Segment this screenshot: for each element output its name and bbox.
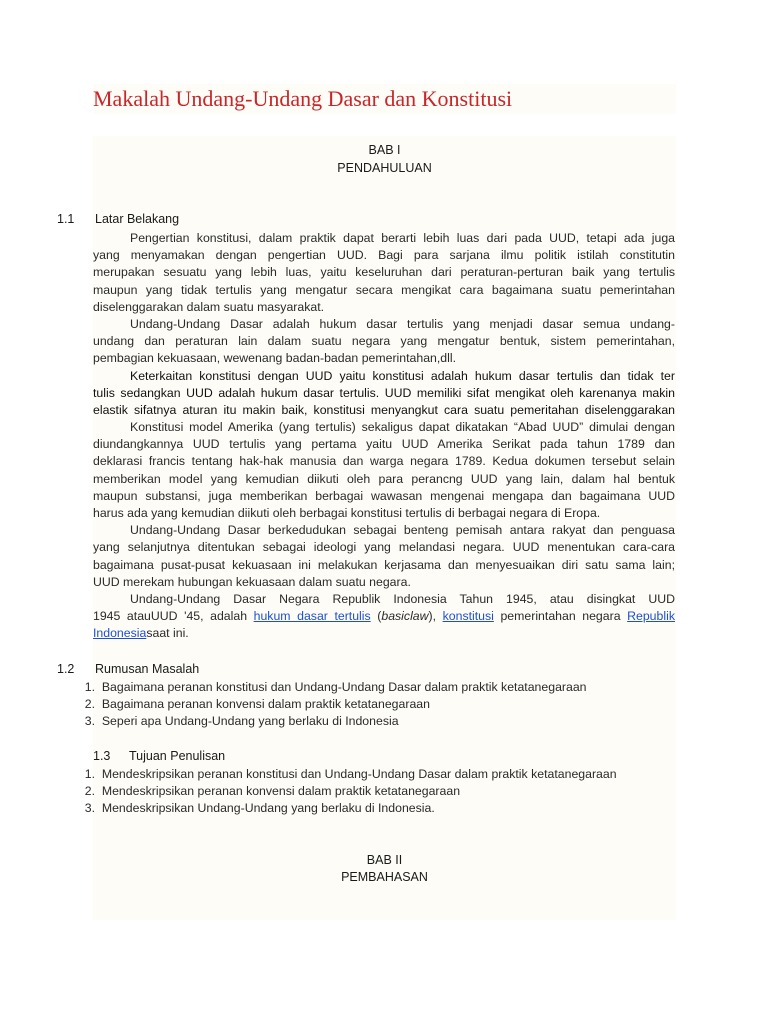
section-1-3-heading [93, 748, 225, 765]
text-line: bagaimana pusat-pusat kekuasaan ini melakukan kerjasama dan menyesuaikan diri satu sama lain; [93, 557, 675, 572]
chapter-1-title: PENDAHULUAN [337, 161, 432, 175]
text-run: ( [370, 609, 382, 624]
text-line: UUD merekam hubungan kekuasaan dalam suatu negara. [93, 574, 411, 589]
list-text: Bagaimana peranan konvensi dalam praktik ketatanegaraan [101, 697, 430, 712]
list-number: 2. [84, 697, 95, 712]
text-line: tulis sedangkan UUD adalah hukum dasar tertulis. UUD memiliki sifat mengikat oleh karenanya makin [93, 385, 675, 400]
text-line: yang selanjutnya ditentukan sebagai ideologi yang melandasi negara. UUD menentukan cara-cara [93, 540, 675, 555]
text-line: Konstitusi model Amerika (yang tertulis) sekaligus dapat dikatakan “Abad UUD” dimulai dengan [130, 420, 675, 435]
list-text: Mendeskripsikan peranan konstitusi dan Undang-Undang Dasar dalam praktik ketatanegaraan [101, 767, 617, 781]
text-line: diundangkannya UUD tertulis yang pertama yaitu UUD Amerika Serikat pada tahun 1789 dan [93, 437, 675, 452]
text-line: deklarasi francis tentang hak-hak manusia dan warga negara 1789. Kedua dokumen tersebut selain [93, 454, 675, 469]
list-number: 3. [84, 714, 95, 729]
list-number: 1. [84, 767, 95, 781]
text-line: Pengertian konstitusi, dalam praktik dapat berarti lebih luas dari pada UUD, tetapi ada juga [130, 231, 675, 245]
list-text: Mendeskripsikan Undang-Undang yang berlaku di Indonesia. [101, 801, 435, 816]
list-text: Bagaimana peranan konstitusi dan Undang-Undang Dasar dalam praktik ketatanegaraan [101, 680, 587, 694]
list-item [70, 783, 670, 800]
list-number: 3. [84, 801, 95, 816]
text-line: yang menyamakan dengan pengertian UUD. Bagi para sarjana ilmu politik istilah constitutin [93, 248, 675, 263]
section-number: 1.1 [57, 212, 75, 226]
list-item [70, 713, 670, 730]
text-run: pemerintahan negara [493, 609, 628, 624]
list-text: Mendeskripsikan peranan konvensi dalam praktik ketatanegaraan [101, 784, 461, 799]
text-line: memberikan model yang kemudian diikuti oleh para perancng UUD yang lain, dalam hal bentuk [93, 471, 675, 486]
republik-indonesia-link[interactable]: Republik [627, 609, 675, 624]
chapter-1-label: BAB I [368, 143, 401, 157]
list-item [70, 679, 670, 696]
text-line: merupakan sesuatu yang lebih luas, yaitu keseluruhan dari peraturan-perturan baik yang tertulis [93, 265, 675, 280]
text-run: ), [428, 609, 443, 624]
text-line: maupun yang tidak tertulis yang mengatur secara mengikat cara bagaimana suatu pemerintahan [93, 282, 675, 297]
section-title: Latar Belakang [95, 212, 180, 226]
section-title: Tujuan Penulisan [129, 749, 226, 763]
text-line: Undang-Undang Dasar Negara Republik Indonesia Tahun 1945, atau disingkat UUD [130, 591, 675, 606]
text-line: undang dan peraturan lain dalam suatu negara yang mengatur bentuk, sistem pemerintahan, [93, 334, 675, 349]
text-line: maupun substansi, juga memberikan berbagai wawasan mengenai mengapa dan bagaimana UUD [93, 488, 675, 503]
list-number: 2. [84, 784, 95, 799]
text-line [93, 625, 675, 642]
section-number: 1.3 [93, 749, 111, 763]
section-1-2-heading [57, 661, 199, 678]
basiclaw-term: basiclaw [381, 609, 429, 624]
text-line: Undang-Undang Dasar adalah hukum dasar tertulis yang menjadi dasar semua undang- [130, 316, 675, 331]
text-line: Undang-Undang Dasar berkedudukan sebagai benteng pemisah antara rakyat dan penguasa [130, 523, 675, 538]
konstitusi-link[interactable]: konstitusi [442, 609, 494, 624]
rumusan-masalah-list [70, 679, 670, 731]
list-text: Seperi apa Undang-Undang yang berlaku di Indonesia [101, 714, 399, 729]
document-title: Makalah Undang-Undang Dasar dan Konstitusi [93, 84, 676, 114]
list-item [70, 766, 670, 783]
text-run: saat ini. [146, 626, 189, 641]
text-run: 1945 atauUUD '45, adalah [93, 609, 254, 624]
chapter-2-label: BAB II [366, 853, 403, 867]
list-item [70, 696, 670, 713]
chapter-2-title: PEMBAHASAN [341, 870, 428, 884]
text-line [93, 608, 675, 625]
section-1-1-heading [57, 211, 179, 228]
text-line: harus ada yang kemudian diikuti oleh berbagai konstitusi tertulis di berbagai negara di Eropa. [93, 506, 601, 520]
text-line: diselenggarakan dalam suatu masyarakat. [93, 299, 325, 314]
text-line: pembagian kekuasaan, wewenang badan-badan pemerintahan,dll. [93, 351, 457, 366]
tujuan-penulisan-list [70, 766, 670, 818]
republik-indonesia-link-cont[interactable]: Indonesia [93, 626, 147, 641]
list-number: 1. [84, 680, 95, 694]
hukum-dasar-tertulis-link[interactable]: hukum dasar tertulis [253, 609, 371, 624]
list-item [70, 800, 670, 817]
latar-belakang-body [93, 230, 675, 643]
section-number: 1.2 [57, 662, 75, 676]
text-line: elastik sifatnya aturan itu makin baik, konstitusi menyangkut cara suatu pemeritahan diselenggarakan [93, 402, 675, 417]
text-line: Keterkaitan konstitusi dengan UUD yaitu konstitusi adalah hukum dasar tertulis dan tidak ter [130, 368, 675, 383]
section-title: Rumusan Masalah [95, 662, 200, 676]
